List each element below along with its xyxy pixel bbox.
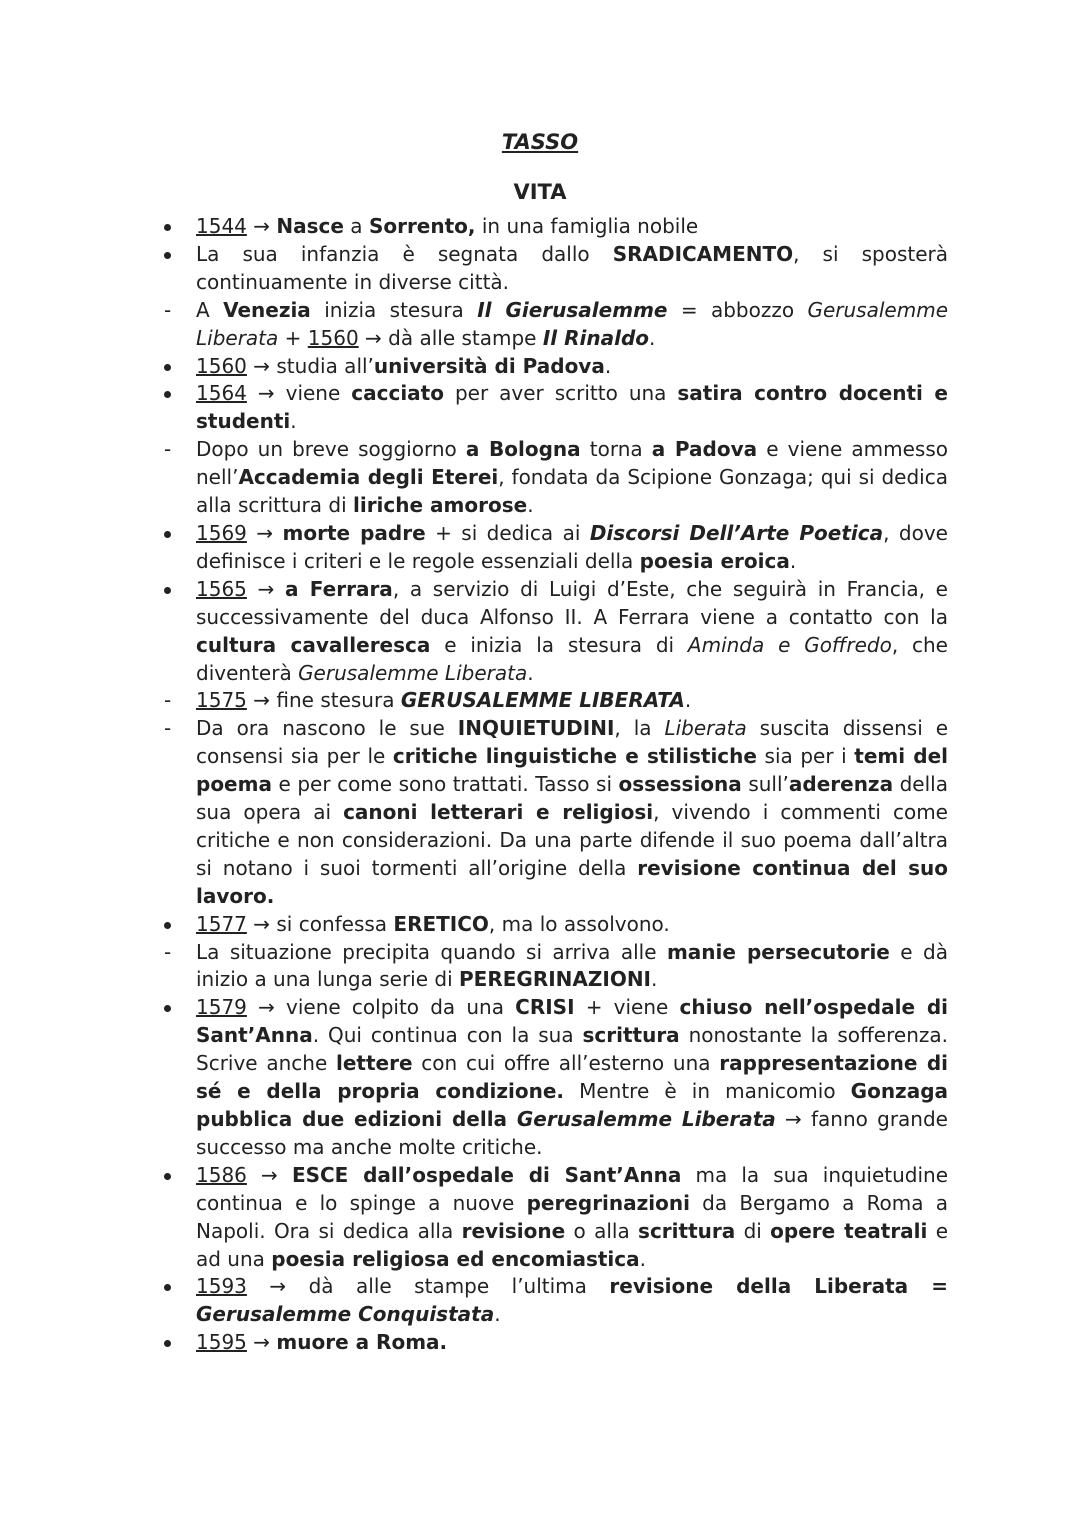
text-run: Aminda e Goffredo [687,632,892,657]
text-run: suscita dissensi e consensi sia per le [196,716,949,769]
text-run: con cui offre all’esterno una [412,1051,720,1076]
text-run: inizia stesura [310,297,478,322]
text-run: aderenza [788,772,894,797]
text-run: e inizia la stesura di [430,632,688,657]
text-run: . [527,660,534,685]
list-item [0,911,948,939]
text-run: temi del poema [196,744,948,797]
year-label: 1579 [196,995,247,1020]
text-run: , si sposterà continuamente in diverse città. [196,241,948,294]
year-label: 1577 [196,911,247,936]
text-run: → fanno grande successo ma anche molte critiche. [196,1107,948,1159]
text-run: e ad una [196,1218,949,1271]
page-title: TASSO [501,130,579,154]
text-run: scrittura [582,1023,680,1048]
text-run: , dove definisce i criteri e le regole essenziali della [196,520,948,573]
section-heading: VITA [513,180,567,204]
text-run: chiuso nell’ospedale di Sant’Anna [196,995,948,1048]
list-item [0,715,948,910]
text-run: cultura cavalleresca [196,632,431,657]
text-run: Accademia degli Eterei [238,465,499,490]
text-run: poesia religiosa ed encomiastica [271,1246,640,1271]
text-run: . [649,325,656,350]
text-run: di [735,1218,771,1243]
text-run: , che diventerà [196,632,948,685]
text-run: , a servizio di Luigi d’Este, che seguirà in Francia, e successivamente del duca Alfonso II. A Ferrara viene a contatto con la [196,576,948,629]
text-run: → [246,520,283,545]
text-run: Il Gierusalemme [477,297,668,322]
text-run: INQUIETUDINI [457,716,615,741]
list-item [0,994,948,1161]
text-run: Nasce [276,214,344,238]
year-label: 1564 [196,381,247,406]
text-run: torna [580,437,652,462]
text-run: Venezia [223,297,311,322]
text-run: ERETICO [393,911,489,936]
text-run: → si confessa [246,911,394,936]
list-item [0,1273,948,1329]
text-run: opere teatrali [770,1218,928,1243]
text-run: a Ferrara [285,576,393,601]
text-run: , vivendo i commenti come critiche e non considerazioni. Da una parte difende il suo poema dall’altra si notano i suoi tormenti all’origine della [196,800,948,880]
text-run: . [789,548,797,573]
text-run: = abbozzo [667,297,808,322]
text-run: Sorrento, [368,214,476,238]
text-run: morte padre [282,520,426,545]
text-run: a Padova [651,437,758,462]
text-run: manie persecutorie [666,939,890,964]
text-run: + [278,325,308,350]
text-run: . [604,353,612,378]
year-label: 1560 [307,325,359,350]
text-run: a Bologna [465,437,581,462]
year-label: 1593 [196,1274,247,1299]
text-run: . [651,967,658,992]
year-label: 1575 [196,688,247,713]
text-run: revisione [461,1218,566,1243]
text-run: lettere [336,1051,413,1076]
text-run: Gerusalemme Liberata [298,660,528,685]
list-item [0,1162,948,1274]
text-run: → [246,1330,277,1355]
text-run: muore a Roma. [276,1330,448,1355]
text-run: Mentre è in manicomio [564,1079,851,1104]
text-run: → studia all’ [246,353,374,378]
text-run: sia per i [756,744,855,769]
year-label: 1560 [196,353,247,378]
text-run: → [246,576,286,601]
text-run: poesia eroica [639,548,790,573]
text-run: + viene [574,995,680,1020]
year-label: 1544 [196,214,247,238]
text-run: revisione continua del suo lavoro. [196,855,948,908]
text-run: ma la sua inquietudine continua e lo spinge a nuove [196,1162,949,1215]
list-item [0,576,948,688]
text-run: nonostante la sofferenza. Scrive anche [196,1023,948,1076]
text-run: La situazione precipita quando si arriva alle [196,939,667,964]
text-run: Discorsi Dell’Arte Poetica [589,520,884,545]
text-run: cacciato [351,381,444,406]
text-run: sull’ [741,772,789,797]
text-run: da Bergamo a Roma a Napoli. Ora si dedica alla [196,1190,948,1243]
text-run: Gerusalemme Liberata [196,297,948,350]
text-run: , ma lo assolvono. [488,911,670,936]
text-run: La sua infanzia è segnata dallo [196,241,613,266]
list-item [0,297,948,353]
text-run: a [343,214,369,238]
text-run: , fondata da Scipione Gonzaga; qui si dedica alla scrittura di [196,465,948,518]
text-run: Gerusalemme Liberata [516,1107,776,1131]
list-item [0,353,948,381]
text-run: revisione della Liberata = [609,1274,948,1299]
text-run: PEREGRINAZIONI [459,967,651,992]
text-run: . [684,688,692,713]
list-item [0,939,948,995]
text-run: GERUSALEMME LIBERATA [400,688,685,713]
text-run: + si dedica ai [425,520,590,545]
list-item [0,1329,948,1357]
text-run: e per come sono trattati. Tasso si [271,772,619,797]
text-run: rappresentazione di sé e della propria condizione. [196,1051,949,1104]
text-run: A [196,297,224,322]
text-run: in una famiglia nobile [475,214,699,238]
text-run: ossessiona [618,772,742,797]
text-run: . [639,1246,646,1271]
text-run: → fine stesura [246,688,401,713]
text-run: Il Rinaldo [542,325,650,350]
list-item [0,687,948,715]
text-run: . [290,409,297,434]
text-run: ESCE dall’ospedale di Sant’Anna [291,1162,682,1187]
timeline-list [0,213,1080,1357]
list-item [0,380,948,436]
text-run: . [494,1302,501,1327]
text-run: università di Padova [373,353,605,378]
text-run: per aver scritto una [443,381,678,406]
text-run: satira contro docenti e studenti [196,381,949,434]
list-item [0,436,948,520]
text-run: peregrinazioni [526,1190,690,1215]
text-run: scrittura [638,1218,736,1243]
text-run: → dà alle stampe [358,325,543,350]
text-run: CRISI [515,995,575,1020]
text-run: → dà alle stampe l’ultima [246,1274,610,1299]
text-run: della sua opera ai [196,772,948,825]
text-run: Liberata [664,716,747,741]
text-run: critiche linguistiche e stilistiche [392,744,757,769]
text-run: Da ora nascono le sue [196,716,458,741]
year-label: 1595 [196,1330,247,1355]
list-item [0,241,948,297]
text-run: e viene ammesso nell’ [196,437,948,490]
text-run: e dà inizio a una lunga serie di [196,939,948,992]
text-run: . [527,493,534,518]
text-run: Dopo un breve soggiorno [196,437,466,462]
text-run: → [246,1162,292,1187]
list-item [0,213,948,241]
text-run: → [246,214,277,238]
text-run: canoni letterari e religiosi [343,800,654,825]
text-run: Gonzaga pubblica due edizioni della [196,1079,948,1131]
text-run: , la [614,716,665,741]
text-run: . Qui continua con la sua [312,1023,583,1048]
text-run: liriche amorose [352,493,528,518]
year-label: 1586 [196,1162,247,1187]
text-run: → viene colpito da una [246,995,516,1020]
text-run: Gerusalemme Conquistata [196,1302,495,1327]
list-item [0,520,948,576]
year-label: 1569 [196,520,247,545]
text-run: SRADICAMENTO [612,241,794,266]
text-run: → viene [246,381,352,406]
year-label: 1565 [196,576,247,601]
text-run: o alla [565,1218,639,1243]
